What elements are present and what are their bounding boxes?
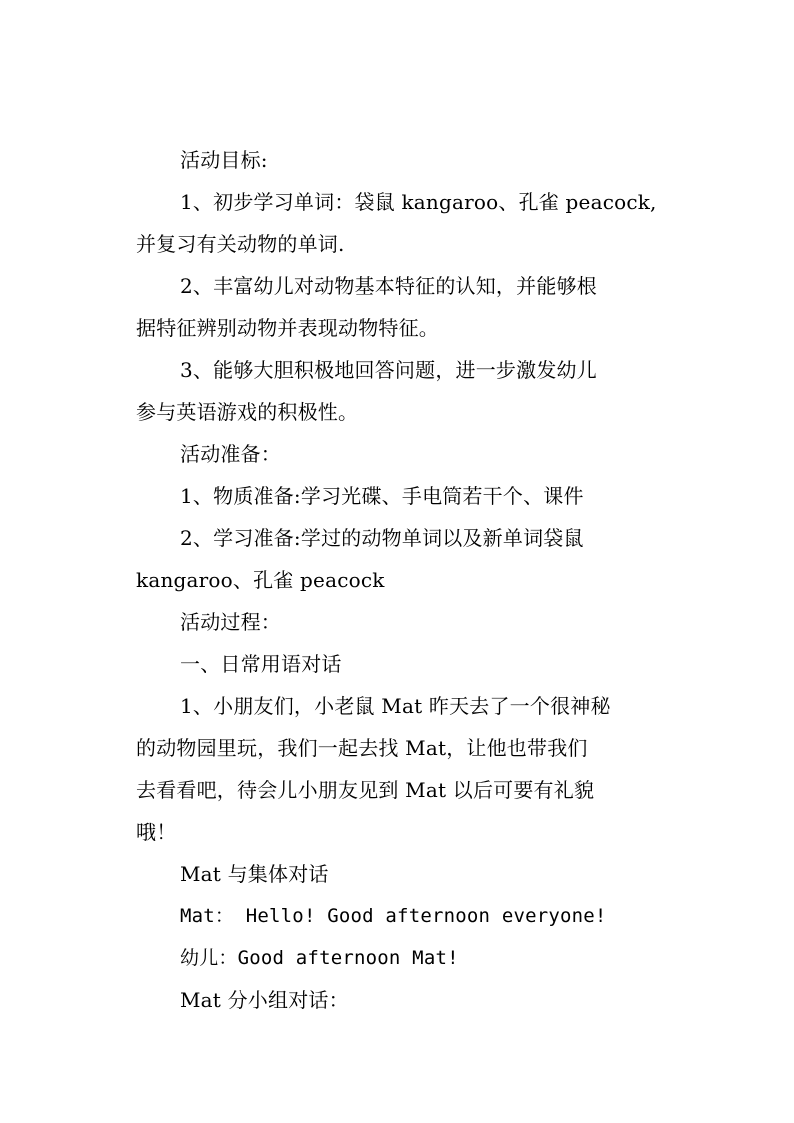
process-1-line-4: 哦！ xyxy=(136,820,177,844)
heading-activity-goals: 活动目标: xyxy=(180,148,268,172)
goal-2-line-2: 据特征辨别动物并表现动物特征。 xyxy=(136,316,439,340)
mat-dialogue-line: Mat： Hello! Good afternoon everyone! xyxy=(180,905,607,927)
heading-activity-preparation: 活动准备： xyxy=(180,442,281,466)
process-1-line-3: 去看看吧，待会儿小朋友见到 Mat 以后可要有礼貌 xyxy=(136,778,595,802)
prep-2-line-2: kangaroo、孔雀 peacock xyxy=(136,568,385,592)
goal-3-line-1: 3、能够大胆积极地回答问题，进一步激发幼儿 xyxy=(180,358,597,382)
children-dialogue-line: 幼儿：Good afternoon Mat! xyxy=(180,947,459,969)
goal-1-line-1: 1、初步学习单词：袋鼠 kangaroo、孔雀 peacock, xyxy=(180,190,657,214)
heading-activity-process: 活动过程： xyxy=(180,610,281,634)
mat-group-dialogue-label: Mat 与集体对话 xyxy=(180,862,329,886)
prep-1-line: 1、物质准备:学习光碟、手电筒若干个、课件 xyxy=(180,484,584,508)
process-1-line-2: 的动物园里玩，我们一起去找 Mat，让他也带我们 xyxy=(136,736,588,760)
prep-2-line-1: 2、学习准备:学过的动物单词以及新单词袋鼠 xyxy=(180,526,584,550)
mat-small-group-dialogue-label: Mat 分小组对话： xyxy=(180,988,349,1012)
section-1-title: 一、日常用语对话 xyxy=(180,652,342,676)
goal-1-line-2: 并复习有关动物的单词. xyxy=(136,232,345,256)
process-1-line-1: 1、小朋友们，小老鼠 Mat 昨天去了一个很神秘 xyxy=(180,694,611,718)
goal-3-line-2: 参与英语游戏的积极性。 xyxy=(136,400,359,424)
goal-2-line-1: 2、丰富幼儿对动物基本特征的认知，并能够根 xyxy=(180,274,597,298)
